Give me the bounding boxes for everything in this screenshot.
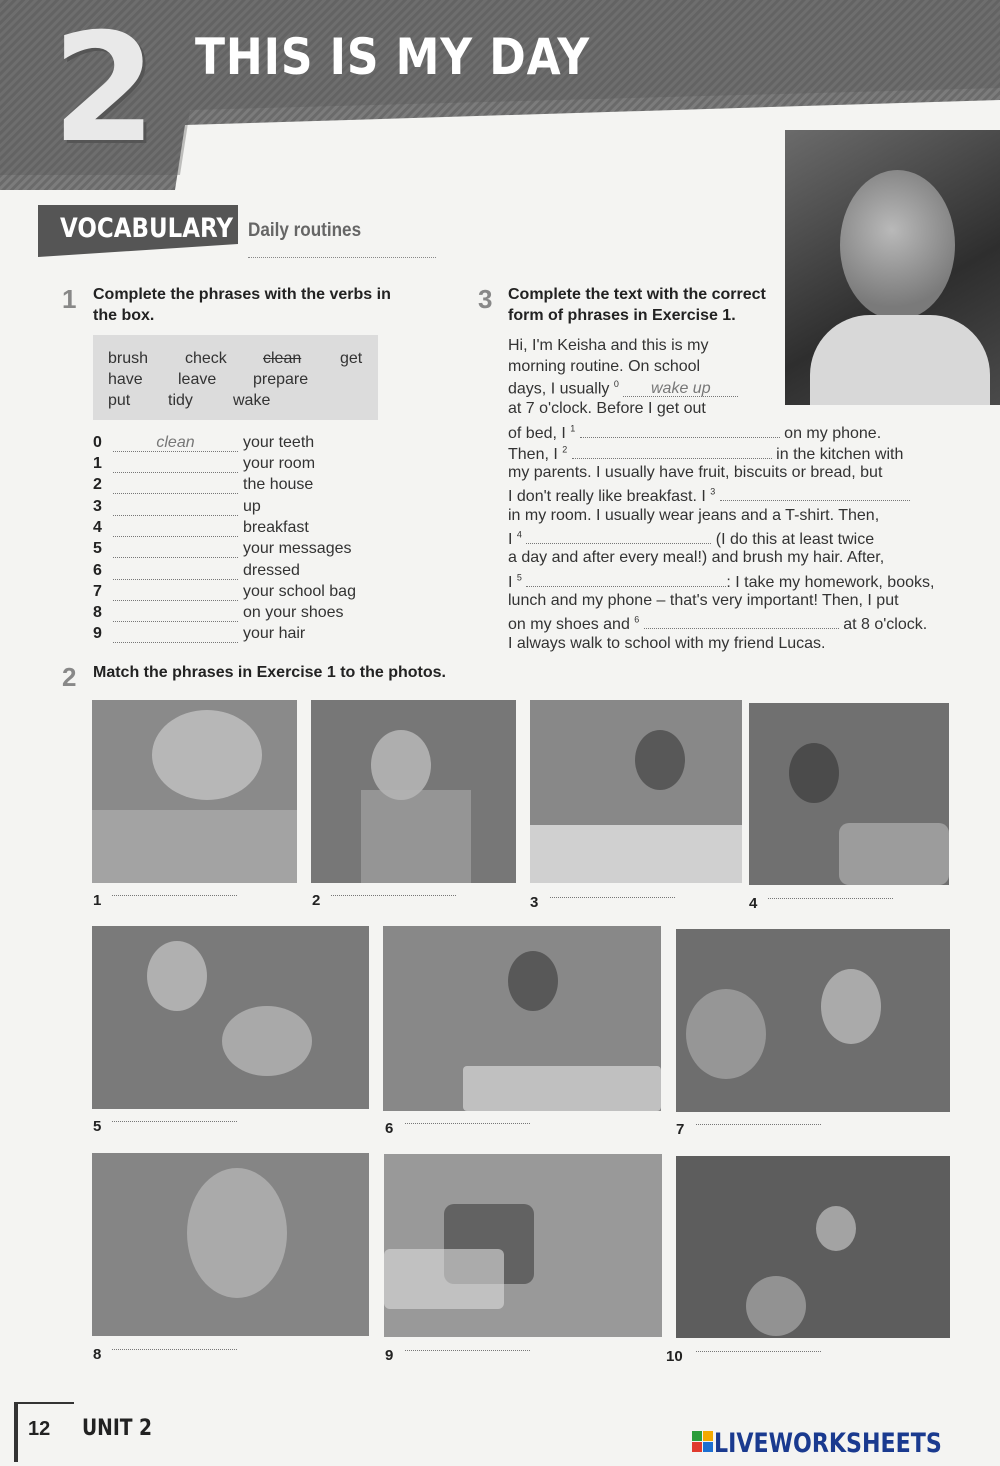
unit-title: THIS IS MY DAY xyxy=(195,28,591,86)
answer-blank[interactable] xyxy=(113,562,238,580)
answer-blank[interactable] xyxy=(113,498,238,516)
photo-9 xyxy=(384,1154,662,1337)
phrase-row: 8 on your shoes xyxy=(93,604,344,621)
photo-6 xyxy=(383,926,661,1111)
photo-10 xyxy=(676,1156,950,1338)
photo-2 xyxy=(311,700,516,883)
photo-7 xyxy=(676,929,950,1112)
page-number: 12 xyxy=(28,1418,51,1440)
keisha-photo xyxy=(785,130,1000,405)
photo-4 xyxy=(749,703,949,885)
logo-square-icon xyxy=(692,1442,702,1452)
answer-blank[interactable] xyxy=(572,443,772,459)
word: tidy xyxy=(168,392,193,409)
phrase-row: 5 your messages xyxy=(93,540,352,557)
answer-blank[interactable] xyxy=(113,604,238,622)
photo-label: 7 xyxy=(676,1121,685,1138)
answer-blank[interactable] xyxy=(112,895,237,896)
phrase-row: 3 up xyxy=(93,498,261,515)
phrase-row: 4 breakfast xyxy=(93,519,309,536)
answer-blank[interactable]: clean xyxy=(113,434,238,452)
photo-label: 4 xyxy=(749,895,758,912)
answer-blank[interactable] xyxy=(113,455,238,473)
photo-label: 2 xyxy=(312,892,321,909)
photo-label: 5 xyxy=(93,1118,102,1135)
word: have xyxy=(108,371,143,388)
word: leave xyxy=(178,371,217,388)
answer-blank[interactable] xyxy=(113,476,238,494)
phrase-row: 0 clean your teeth xyxy=(93,434,315,451)
phrase-row: 7 your school bag xyxy=(93,583,356,600)
section-label: VOCABULARY xyxy=(60,213,234,244)
answer-blank[interactable]: wake up xyxy=(623,381,738,397)
answer-blank[interactable] xyxy=(768,898,893,899)
footer-rule xyxy=(14,1402,18,1462)
phrase-row: 9 your hair xyxy=(93,625,306,642)
footer-unit: UNIT 2 xyxy=(82,1416,153,1441)
section-subtitle: Daily routines xyxy=(248,220,362,241)
word-box xyxy=(93,335,378,420)
photo-label: 3 xyxy=(530,894,539,911)
exercise-1-number: 1 xyxy=(62,284,77,314)
photo-8 xyxy=(92,1153,369,1336)
exercise-3-instruction: Complete the text with the correct form of phrases in Exercise 1. xyxy=(508,286,766,324)
photo-1 xyxy=(92,700,297,883)
photo-label: 1 xyxy=(93,892,102,909)
photo-3 xyxy=(530,700,742,883)
exercise-3-number: 3 xyxy=(478,284,493,314)
answer-blank[interactable] xyxy=(113,625,238,643)
phrase-row: 2 the house xyxy=(93,476,314,493)
logo-square-icon xyxy=(703,1431,713,1441)
answer-blank[interactable] xyxy=(113,540,238,558)
answer-blank[interactable] xyxy=(112,1349,237,1350)
exercise-2-number: 2 xyxy=(62,662,77,692)
phrase-row: 1 your room xyxy=(93,455,316,472)
logo-square-icon xyxy=(692,1431,702,1441)
photo-label: 6 xyxy=(385,1120,394,1137)
photo-label: 10 xyxy=(666,1348,683,1365)
answer-blank[interactable] xyxy=(113,519,238,537)
logo-square-icon xyxy=(703,1442,713,1452)
phrase-row: 6 dressed xyxy=(93,562,300,579)
answer-blank[interactable] xyxy=(526,528,711,544)
answer-blank[interactable] xyxy=(696,1124,821,1125)
answer-blank[interactable] xyxy=(113,583,238,601)
word: put xyxy=(108,392,131,409)
unit-number: 2 xyxy=(52,2,157,176)
brand-text: LIVEWORKSHEETS xyxy=(714,1428,942,1459)
answer-blank[interactable] xyxy=(405,1123,530,1124)
answer-blank[interactable] xyxy=(405,1350,530,1351)
answer-blank[interactable] xyxy=(526,571,726,587)
answer-blank[interactable] xyxy=(720,485,910,501)
word-crossed: clean xyxy=(263,350,302,367)
exercise-2-instruction: Match the phrases in Exercise 1 to the photos. xyxy=(93,664,446,681)
word: wake xyxy=(233,392,271,409)
word: brush xyxy=(108,350,149,367)
answer-blank[interactable] xyxy=(331,895,456,896)
answer-blank[interactable] xyxy=(550,897,675,898)
answer-blank[interactable] xyxy=(580,422,780,438)
photo-label: 9 xyxy=(385,1347,394,1364)
word: prepare xyxy=(253,371,309,388)
footer-rule xyxy=(14,1402,74,1404)
photo-label: 8 xyxy=(93,1346,102,1363)
exercise-1-instruction: Complete the phrases with the verbs in the box. xyxy=(93,286,391,324)
liveworksheets-logo[interactable] xyxy=(692,1428,992,1458)
word: get xyxy=(340,350,363,367)
photo-5 xyxy=(92,926,369,1109)
subtitle-rule xyxy=(248,257,436,258)
word: check xyxy=(185,350,227,367)
answer-blank[interactable] xyxy=(112,1121,237,1122)
answer-blank[interactable] xyxy=(644,613,839,629)
answer-blank[interactable] xyxy=(696,1351,821,1352)
